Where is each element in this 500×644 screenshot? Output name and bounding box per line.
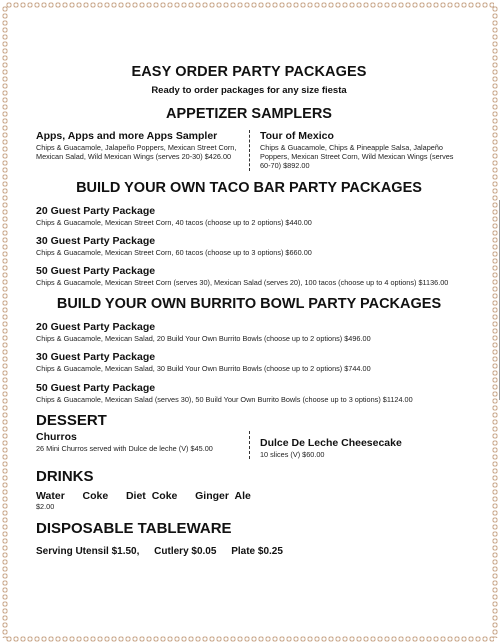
taco-package-desc: Chips & Guacamole, Mexican Street Corn (serves 30), Mexican Salad (serves 20), 100 tacos (choose up to 4 options) $1136.00 — [36, 278, 449, 288]
drinks-list: Water Coke Diet Coke Ginger Ale — [36, 490, 251, 503]
taco-package — [36, 205, 462, 227]
taco-package-name: 50 Guest Party Package — [36, 265, 156, 278]
dessert-item — [249, 431, 462, 459]
burrito-package-name: 30 Guest Party Package — [36, 351, 156, 364]
taco-package — [36, 235, 462, 257]
appetizer-item-desc: Chips & Guacamole, Jalapeño Poppers, Mexican Street Corn, Mexican Salad, Wild Mexican Wings (serves 20-30) $426.00 — [36, 143, 237, 162]
tableware-item: Cutlery $0.05 — [154, 546, 217, 558]
taco-bar-heading: BUILD YOUR OWN TACO BAR PARTY PACKAGES — [76, 179, 422, 196]
burrito-bowl-heading: BUILD YOUR OWN BURRITO BOWL PARTY PACKAGES — [56, 296, 442, 313]
burrito-package — [36, 321, 462, 343]
appetizer-heading: APPETIZER SAMPLERS — [166, 106, 332, 122]
drinks-price: $2.00 — [36, 502, 55, 512]
drinks-heading: DRINKS — [36, 468, 94, 486]
burrito-package-desc: Chips & Guacamole, Mexican Salad (serves 30), 50 Build Your Own Burrito Bowls (choose up to 3 options) $1124.00 — [36, 394, 413, 404]
appetizer-item-name: Tour of Mexico — [260, 130, 334, 142]
dessert-columns — [36, 431, 462, 459]
appetizer-item-name: Apps, Apps and more Apps Sampler — [36, 130, 218, 142]
dessert-item-desc: 26 Mini Churros served with Dulce de leche (V) $45.00 — [36, 443, 213, 453]
taco-package-desc: Chips & Guacamole, Mexican Street Corn, 60 tacos (choose up to 3 options) $660.00 — [36, 247, 312, 257]
burrito-package-name: 20 Guest Party Package — [36, 321, 156, 334]
taco-package-desc: Chips & Guacamole, Mexican Street Corn, 40 tacos (choose up to 2 options) $440.00 — [36, 217, 312, 227]
taco-package — [36, 265, 462, 287]
taco-package-name: 20 Guest Party Package — [36, 204, 156, 217]
appetizer-item-desc: Chips & Guacamole, Chips & Pineapple Salsa, Jalapeño Poppers, Mexican Street Corn, Wild Mexican Wings (serves 60-70) $892.00 — [260, 143, 454, 171]
decorative-border-left — [2, 6, 8, 638]
dessert-item-name: Dulce De Leche Cheesecake — [260, 436, 402, 449]
burrito-package-desc: Chips & Guacamole, Mexican Salad, 20 Build Your Own Burrito Bowls (choose up to 2 options) $496.00 — [36, 334, 371, 344]
decorative-border-bottom — [6, 636, 494, 642]
burrito-package — [36, 351, 462, 373]
decorative-border-top — [6, 2, 494, 8]
tableware-item: Serving Utensil $1.50, — [36, 546, 140, 558]
dessert-item-name: Churros — [36, 430, 77, 443]
dessert-item-desc: 10 slices (V) $60.00 — [260, 449, 325, 459]
tableware-list — [36, 546, 462, 557]
page-title: EASY ORDER PARTY PACKAGES — [131, 64, 367, 80]
burrito-package-name: 50 Guest Party Package — [36, 381, 156, 394]
tableware-item: Plate $0.25 — [231, 546, 283, 558]
taco-package-name: 30 Guest Party Package — [36, 234, 156, 247]
menu-content — [36, 64, 462, 557]
appetizer-item — [36, 130, 249, 171]
decorative-border-right — [492, 6, 498, 638]
appetizer-item — [249, 130, 462, 171]
appetizer-columns — [36, 130, 462, 171]
dessert-item — [36, 431, 249, 459]
burrito-package-desc: Chips & Guacamole, Mexican Salad, 30 Build Your Own Burrito Bowls (choose up to 2 options) $744.00 — [36, 364, 371, 374]
burrito-package — [36, 382, 462, 404]
tableware-heading: DISPOSABLE TABLEWARE — [36, 520, 232, 538]
page-subtitle: Ready to order packages for any size fiesta — [151, 85, 347, 96]
dessert-heading: DESSERT — [36, 411, 107, 429]
